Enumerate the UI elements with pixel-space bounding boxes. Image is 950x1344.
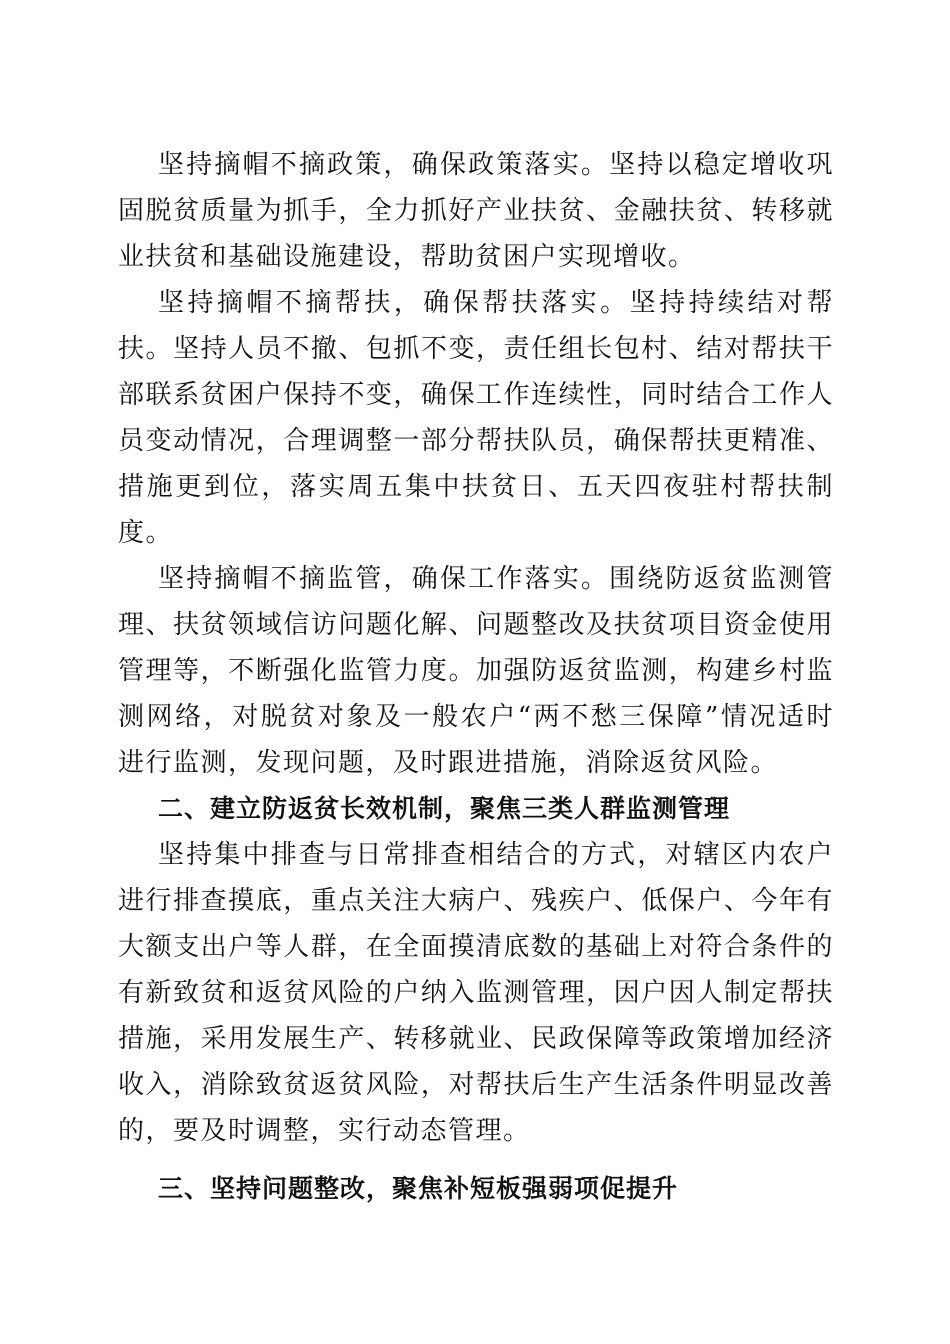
paragraph-policy: 坚持摘帽不摘政策，确保政策落实。坚持以稳定增收巩固脱贫质量为抓手，全力抓好产业扶贫、金融扶贫、转移就业扶贫和基础设施建设，帮助贫困户实现增收。 <box>118 150 834 272</box>
paragraph-monitoring: 坚持集中排查与日常排查相结合的方式，对辖区内农户进行排查摸底，重点关注大病户、残疾户、低保户、今年有大额支出户等人群，在全面摸清底数的基础上对符合条件的有新致贫和返贫风险的户纳入监测管理，因户因人制定帮扶措施，采用发展生产、转移就业、民政保障等政策增加经济收入，消除致贫返贫风险，对帮扶后生产生活条件明显改善的，要及时调整，实行动态管理。 <box>118 840 834 1146</box>
paragraph-supervision: 坚持摘帽不摘监管，确保工作落实。围绕防返贫监测管理、扶贫领域信访问题化解、问题整改及扶贫项目资金使用管理等，不断强化监管力度。加强防返贫监测，构建乡村监测网络，对脱贫对象及一般农户“两不愁三保障”情况适时进行监测，发现问题，及时跟进措施，消除返贫风险。 <box>118 564 834 778</box>
section-heading-three: 三、坚持问题整改，聚焦补短板强弱项促提升 <box>158 1174 679 1203</box>
document-body <box>118 142 834 1212</box>
paragraph-assistance: 坚持摘帽不摘帮扶，确保帮扶落实。坚持持续结对帮扶。坚持人员不撤、包抓不变，责任组长包村、结对帮扶干部联系贫困户保持不变，确保工作连续性，同时结合工作人员变动情况，合理调整一部分帮扶队员，确保帮扶更精准、措施更到位，落实周五集中扶贫日、五天四夜驻村帮扶制度。 <box>118 288 834 548</box>
section-heading-two: 二、建立防返贫长效机制，聚焦三类人群监测管理 <box>158 794 731 823</box>
